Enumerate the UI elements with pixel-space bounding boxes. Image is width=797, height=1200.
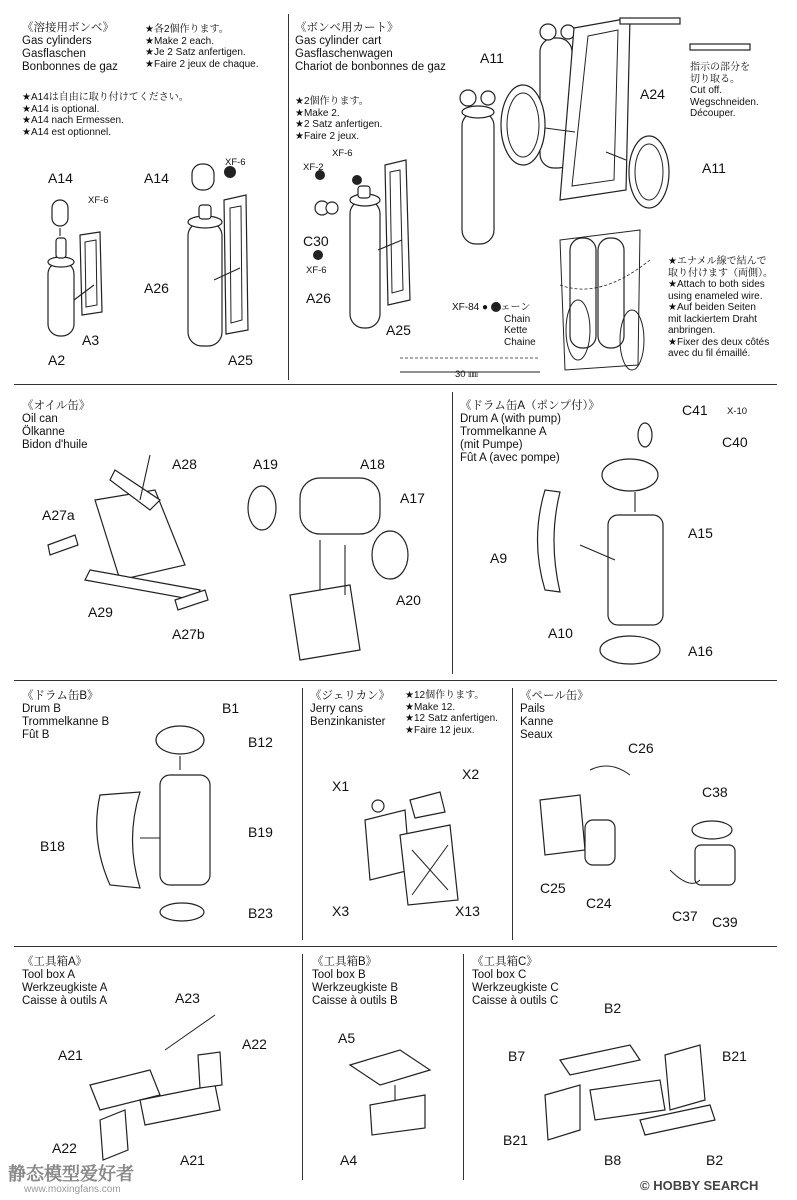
part-label-a16: A16 bbox=[688, 643, 713, 659]
watermark-left-url: www.moxingfans.com bbox=[24, 1184, 121, 1195]
note-line: Cut off. bbox=[690, 85, 723, 96]
note-line: mit lackiertem Draht bbox=[668, 313, 757, 325]
note-line: ★Make 2 each. bbox=[145, 35, 214, 47]
toolbox-b-fr: Caisse à outils B bbox=[312, 995, 398, 1007]
note-line: ★Faire 2 jeux. bbox=[295, 130, 359, 142]
chain-de: Kette bbox=[504, 325, 528, 336]
part-label-a9: A9 bbox=[490, 550, 508, 566]
part-label-b2: B2 bbox=[604, 1000, 622, 1016]
toolbox-a-en: Tool box A bbox=[22, 969, 76, 981]
jerry-header bbox=[310, 690, 390, 729]
part-label-a24: A24 bbox=[640, 86, 665, 102]
chain-jp: チェーン bbox=[490, 302, 531, 313]
note-line: ★Attach to both sides bbox=[668, 279, 765, 290]
part-label-a27b: A27b bbox=[172, 626, 205, 642]
part-label-c26: C26 bbox=[628, 740, 654, 756]
chain-label bbox=[452, 302, 536, 348]
drum-a-de: Trommelkanne A bbox=[460, 426, 547, 438]
note-line: Wegschneiden. bbox=[690, 96, 759, 108]
gas-cylinders-make-note bbox=[145, 24, 258, 70]
part-label-b2: B2 bbox=[706, 1152, 724, 1168]
cut-off-note bbox=[690, 62, 759, 120]
note-line: 取り付けます（両側）。 bbox=[668, 267, 773, 279]
cart-header bbox=[295, 22, 446, 74]
paint-label-xf6: XF-6 bbox=[88, 195, 109, 206]
part-label-a21: A21 bbox=[180, 1152, 205, 1168]
part-label-a14: A14 bbox=[48, 170, 73, 186]
note-line: avec du fil émaillé. bbox=[668, 348, 751, 359]
note-line: Découper. bbox=[690, 108, 736, 119]
part-label-a25: A25 bbox=[386, 322, 411, 338]
oil-can-en: Oil can bbox=[22, 413, 58, 425]
toolbox-b-header bbox=[312, 956, 398, 1008]
toolbox-a-de: Werkzeugkiste A bbox=[22, 982, 108, 994]
part-label-a25: A25 bbox=[228, 352, 253, 368]
part-label-a29: A29 bbox=[88, 604, 113, 620]
note-line: ★A14は自由に取り付けてください。 bbox=[22, 92, 189, 103]
part-label-a4: A4 bbox=[340, 1152, 358, 1168]
part-label-a14: A14 bbox=[144, 170, 169, 186]
cart-make-note bbox=[295, 96, 382, 142]
drum-b-fr: Fût B bbox=[22, 729, 50, 741]
chain-length-label: 30 ㎜ bbox=[455, 369, 478, 380]
toolbox-c-drawing bbox=[545, 1045, 715, 1140]
part-label-a3: A3 bbox=[82, 332, 100, 348]
part-label-x13: X13 bbox=[455, 903, 480, 919]
toolbox-b-en: Tool box B bbox=[312, 969, 366, 981]
jerry-de: Benzinkanister bbox=[310, 716, 386, 728]
note-line: using enameled wire. bbox=[668, 290, 763, 302]
note-line: ★各2個作ります。 bbox=[145, 24, 229, 35]
cart-chain-drawing bbox=[400, 230, 650, 372]
drum-a-title: 《ドラム缶A（ポンプ付）》 bbox=[460, 400, 600, 412]
paint-label-xf84: XF-84 bbox=[452, 302, 480, 313]
part-label-b12: B12 bbox=[248, 734, 273, 750]
part-label-a18: A18 bbox=[360, 456, 385, 472]
part-label-a21: A21 bbox=[58, 1047, 83, 1063]
toolbox-a-drawing bbox=[90, 1015, 222, 1160]
part-label-a17: A17 bbox=[400, 490, 425, 506]
part-label-a15: A15 bbox=[688, 525, 713, 541]
gas-cylinders-en: Gas cylinders bbox=[22, 35, 92, 47]
toolbox-c-title: 《工具箱C》 bbox=[472, 956, 538, 968]
drum-a-fr: Fût A (avec pompe) bbox=[460, 452, 560, 464]
note-line: ★A14 nach Ermessen. bbox=[22, 115, 124, 126]
pails-title: 《ペール缶》 bbox=[520, 690, 589, 702]
note-line: ★Fixer des deux côtés bbox=[668, 336, 770, 348]
part-label-a28: A28 bbox=[172, 456, 197, 472]
note-line: ★Make 2. bbox=[295, 107, 340, 119]
drum-b-title: 《ドラム缶B》 bbox=[22, 690, 99, 702]
drum-b-de: Trommelkanne B bbox=[22, 716, 110, 728]
note-line: ★エナメル線で結んで bbox=[668, 256, 767, 267]
note-line: 切り取る。 bbox=[690, 73, 740, 85]
oil-can-fr: Bidon d'huile bbox=[22, 439, 88, 451]
part-label-b1: B1 bbox=[222, 700, 240, 716]
note-line: anbringen. bbox=[668, 325, 716, 336]
drum-a-de2: (mit Pumpe) bbox=[460, 439, 523, 451]
part-label-b8: B8 bbox=[604, 1152, 622, 1168]
part-label-c30: C30 bbox=[303, 233, 329, 249]
part-label-c25: C25 bbox=[540, 880, 566, 896]
toolbox-a-title: 《工具箱A》 bbox=[22, 956, 88, 968]
part-label-a22: A22 bbox=[242, 1036, 267, 1052]
part-label-x2: X2 bbox=[462, 766, 480, 782]
gas-cylinders-title: 《溶接用ボンベ》 bbox=[22, 22, 114, 34]
oil-can-de: Ölkanne bbox=[22, 426, 65, 438]
jerry-en: Jerry cans bbox=[310, 703, 364, 715]
gas-cylinders-fr: Bonbonnes de gaz bbox=[22, 61, 118, 73]
part-label-a26: A26 bbox=[306, 290, 331, 306]
part-label-a11: A11 bbox=[702, 160, 726, 176]
pails-fr: Seaux bbox=[520, 729, 553, 741]
drum-b-en: Drum B bbox=[22, 703, 61, 715]
paint-label-x10: X-10 bbox=[727, 406, 748, 417]
oil-can-stand-drawing bbox=[48, 455, 208, 610]
toolbox-c-de: Werkzeugkiste C bbox=[472, 982, 559, 994]
chain-paint-line: XF-84 ● チェーン bbox=[452, 302, 531, 313]
part-label-a27a: A27a bbox=[42, 507, 75, 523]
part-label-a19: A19 bbox=[253, 456, 278, 472]
watermark-right: © HOBBY SEARCH bbox=[640, 1178, 759, 1193]
paint-label-xf2: XF-2 bbox=[303, 162, 324, 173]
note-line: ★A14 est optionnel. bbox=[22, 126, 112, 138]
toolbox-c-en: Tool box C bbox=[472, 969, 527, 981]
paint-label-xf6: XF-6 bbox=[306, 265, 327, 276]
jerry-can-drawing bbox=[365, 792, 458, 905]
jerry-make-note bbox=[405, 690, 498, 736]
pails-header bbox=[520, 690, 589, 742]
note-line: ★Faire 2 jeux de chaque. bbox=[145, 58, 259, 70]
toolbox-c-header bbox=[472, 956, 559, 1008]
note-line: ★A14 is optional. bbox=[22, 103, 100, 115]
cart-de: Gasflaschenwagen bbox=[295, 48, 393, 60]
toolbox-a-header bbox=[22, 956, 107, 1008]
oil-can-drawing bbox=[248, 478, 408, 660]
paint-label-xf6: XF-6 bbox=[225, 157, 246, 168]
note-line: ★Make 12. bbox=[405, 701, 456, 713]
cart-en: Gas cylinder cart bbox=[295, 35, 382, 47]
part-label-a20: A20 bbox=[396, 592, 421, 608]
drum-a-header bbox=[460, 400, 600, 465]
part-label-c40: C40 bbox=[722, 434, 748, 450]
drum-b-drawing bbox=[97, 726, 210, 921]
note-line: ★12 Satz anfertigen. bbox=[405, 713, 498, 724]
gas-cylinder-large-drawing bbox=[188, 164, 248, 346]
toolbox-b-drawing bbox=[350, 1050, 430, 1135]
part-label-c39: C39 bbox=[712, 914, 738, 930]
part-label-x3: X3 bbox=[332, 903, 350, 919]
part-label-a5: A5 bbox=[338, 1030, 356, 1046]
jerry-title: 《ジェリカン》 bbox=[310, 690, 391, 702]
note-line: ★2 Satz anfertigen. bbox=[295, 119, 383, 130]
oil-can-header bbox=[22, 400, 90, 452]
note-line: ★Je 2 Satz anfertigen. bbox=[145, 47, 246, 58]
part-label-c41: C41 bbox=[682, 402, 708, 418]
part-label-b7: B7 bbox=[508, 1048, 526, 1064]
part-label-c38: C38 bbox=[702, 784, 728, 800]
oil-can-title: 《オイル缶》 bbox=[22, 400, 91, 412]
watermark-left: 静态模型爱好者 bbox=[8, 1164, 134, 1184]
paint-label-xf6: XF-6 bbox=[332, 148, 353, 159]
note-line: 指示の部分を bbox=[690, 62, 750, 73]
drum-a-en: Drum A (with pump) bbox=[460, 413, 561, 425]
gas-cylinder-small-drawing bbox=[48, 200, 102, 336]
enameled-wire-note bbox=[668, 256, 773, 360]
part-label-b21: B21 bbox=[722, 1048, 747, 1064]
gas-cylinders-optional-note bbox=[22, 92, 189, 138]
part-label-c37: C37 bbox=[672, 908, 698, 924]
toolbox-b-title: 《工具箱B》 bbox=[312, 956, 378, 968]
part-label-a23: A23 bbox=[175, 990, 200, 1006]
cart-title: 《ボンベ用カート》 bbox=[295, 22, 399, 34]
chain-en: Chain bbox=[504, 313, 531, 325]
part-label-a26: A26 bbox=[144, 280, 169, 296]
note-line: ★Auf beiden Seiten bbox=[668, 302, 756, 313]
toolbox-a-fr: Caisse à outils A bbox=[22, 995, 108, 1007]
part-label-b18: B18 bbox=[40, 838, 65, 854]
gas-cylinders-header bbox=[22, 22, 118, 74]
chain-fr: Chaine bbox=[504, 336, 536, 348]
pails-en: Pails bbox=[520, 703, 545, 715]
toolbox-b-de: Werkzeugkiste B bbox=[312, 982, 399, 994]
gas-cylinders-de: Gasflaschen bbox=[22, 48, 86, 60]
part-label-c24: C24 bbox=[586, 895, 612, 911]
note-line: ★Faire 12 jeux. bbox=[405, 724, 475, 736]
drum-b-header bbox=[22, 690, 109, 742]
part-label-b19: B19 bbox=[248, 824, 273, 840]
note-line: ★12個作ります。 bbox=[405, 690, 485, 701]
part-label-b23: B23 bbox=[248, 905, 273, 921]
part-label-a2: A2 bbox=[48, 352, 66, 368]
part-label-a10: A10 bbox=[548, 625, 573, 641]
part-label-a22: A22 bbox=[52, 1140, 77, 1156]
part-label-x1: X1 bbox=[332, 778, 350, 794]
part-label-a11: A11 bbox=[480, 50, 504, 66]
cart-fr: Chariot de bonbonnes de gaz bbox=[295, 61, 446, 73]
note-line: ★2個作ります。 bbox=[295, 96, 369, 107]
part-label-b21: B21 bbox=[503, 1132, 528, 1148]
toolbox-c-fr: Caisse à outils C bbox=[472, 995, 559, 1007]
pails-de: Kanne bbox=[520, 716, 554, 728]
